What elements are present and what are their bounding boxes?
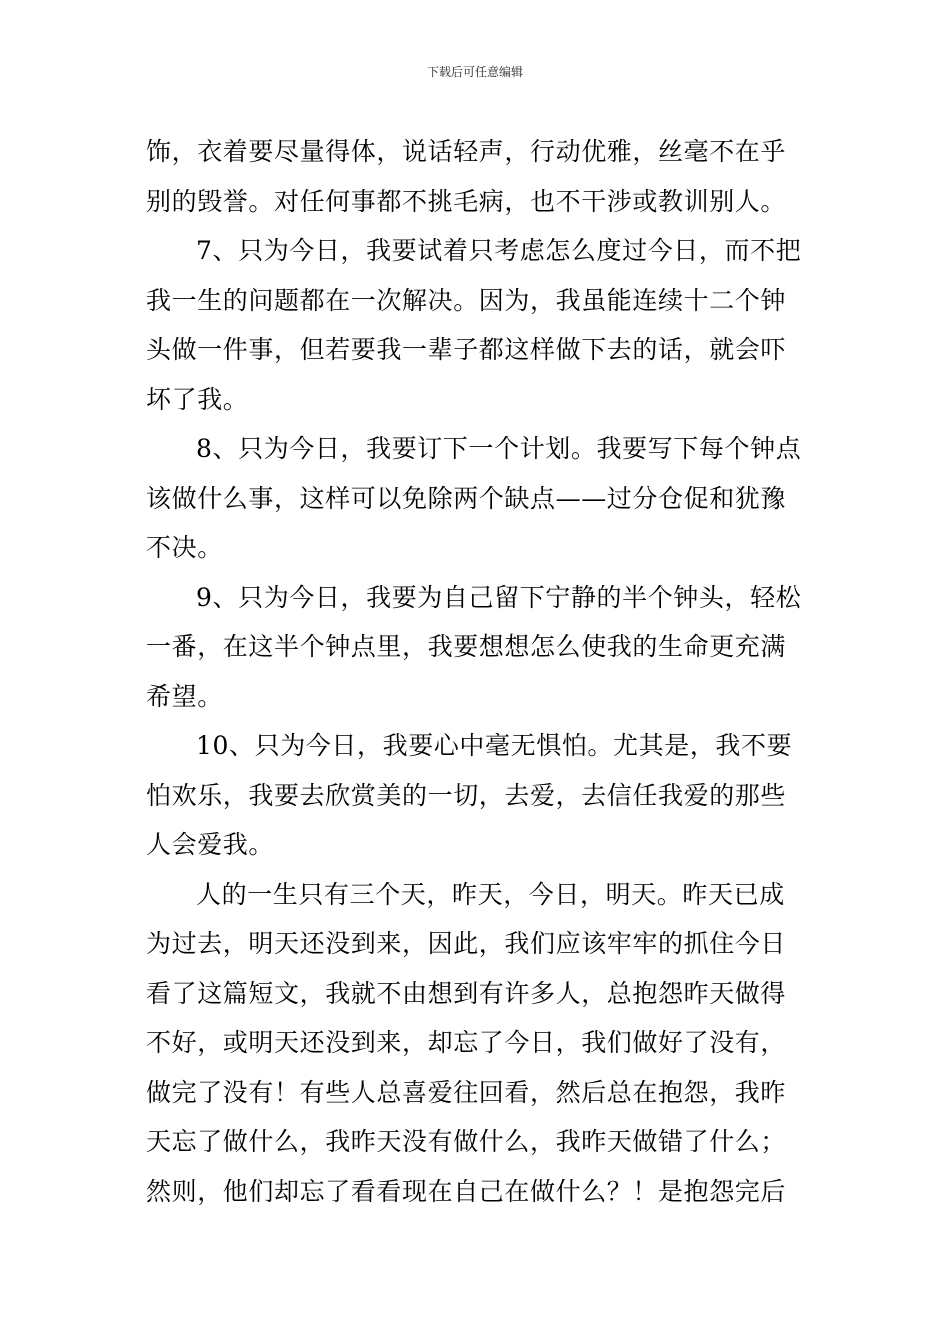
- text-line: 别的毁誉。对任何事都不挑毛病，也不干涉或教训别人。: [146, 186, 787, 216]
- text-line: 9、只为今日，我要为自己留下宁静的半个钟头，轻松: [196, 582, 802, 612]
- paragraph-reflection: [146, 870, 806, 1217]
- document-body: [146, 127, 806, 1216]
- text-line: 该做什么事，这样可以免除两个缺点——过分仓促和犹豫: [146, 483, 787, 513]
- paragraph-8: [146, 424, 806, 573]
- text-line: 8、只为今日，我要订下一个计划。我要写下每个钟点: [196, 434, 802, 463]
- text-line: 7、只为今日，我要试着只考虑怎么度过今日，而不把: [196, 236, 802, 265]
- paragraph-1: [146, 127, 806, 226]
- text-line: 一番，在这半个钟点里，我要想想怎么使我的生命更充满: [146, 632, 787, 661]
- text-line: 人的一生只有三个天，昨天，今日，明天。昨天已成: [196, 879, 785, 909]
- text-line: 不好，或明天还没到来，却忘了今日，我们做好了没有，: [146, 1028, 787, 1057]
- text-line: 然则，他们却忘了看看现在自己在做什么？！是抱怨完后: [146, 1176, 787, 1206]
- page-header: 下载后可任意编辑: [426, 65, 523, 79]
- text-line: 天忘了做什么，我昨天没有做什么，我昨天做错了什么；: [146, 1127, 787, 1156]
- text-line: 做完了没有！有些人总喜爱往回看，然后总在抱怨，我昨: [146, 1077, 787, 1107]
- text-line: 坏了我。: [146, 384, 249, 414]
- text-line: 人会爱我。: [146, 830, 275, 859]
- text-line: 我一生的问题都在一次解决。因为，我虽能连续十二个钟: [146, 285, 787, 315]
- paragraph-7: [146, 226, 806, 424]
- text-line: 不决。: [146, 533, 223, 562]
- paragraph-9: [146, 573, 806, 722]
- text-line: 看了这篇短文，我就不由想到有许多人，总抱怨昨天做得: [146, 978, 787, 1008]
- text-line: 为过去，明天还没到来，因此，我们应该牢牢的抓住今日: [146, 929, 787, 958]
- text-line: 头做一件事，但若要我一辈子都这样做下去的话，就会吓: [146, 335, 787, 364]
- text-line: 饰，衣着要尽量得体，说话轻声，行动优雅，丝毫不在乎: [146, 137, 787, 166]
- text-line: 10、只为今日，我要心中毫无惧怕。尤其是，我不要: [196, 731, 793, 760]
- text-line: 怕欢乐，我要去欣赏美的一切，去爱，去信任我爱的那些: [146, 780, 787, 810]
- paragraph-10: [146, 721, 806, 870]
- text-line: 希望。: [146, 681, 223, 711]
